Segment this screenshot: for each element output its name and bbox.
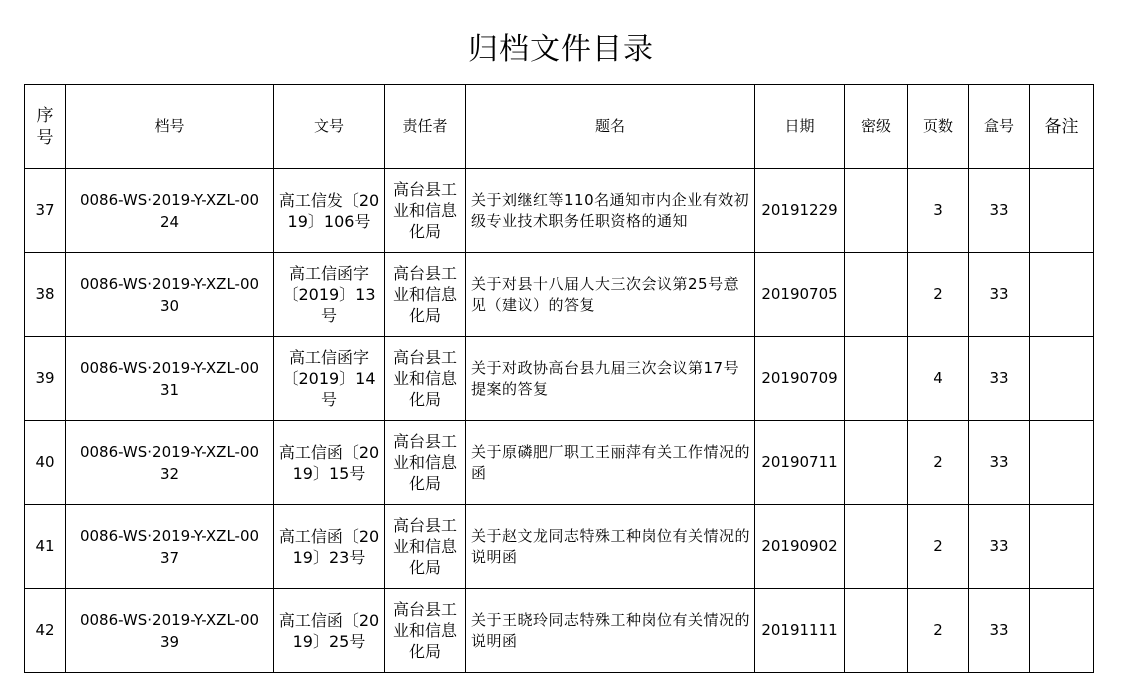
cell-secrecy — [845, 589, 908, 673]
cell-archive-no: 0086-WS·2019-Y-XZL-0030 — [66, 253, 274, 337]
cell-archive-no: 0086-WS·2019-Y-XZL-0039 — [66, 589, 274, 673]
cell-archive-no: 0086-WS·2019-Y-XZL-0031 — [66, 337, 274, 421]
table-row — [25, 589, 1094, 673]
page-title: 归档文件目录 — [468, 32, 654, 67]
header-date: 日期 — [755, 85, 845, 169]
table-row — [25, 421, 1094, 505]
header-row — [25, 85, 1094, 169]
header-doc-no: 文号 — [274, 85, 385, 169]
cell-box: 33 — [969, 505, 1030, 589]
cell-responsible: 高台县工业和信息化局 — [385, 421, 466, 505]
table-row — [25, 169, 1094, 253]
cell-remark — [1030, 421, 1094, 505]
header-pages: 页数 — [908, 85, 969, 169]
table-row — [25, 253, 1094, 337]
cell-doc-no: 高工信函〔2019〕25号 — [274, 589, 385, 673]
cell-box: 33 — [969, 589, 1030, 673]
cell-box: 33 — [969, 169, 1030, 253]
cell-seq: 37 — [25, 169, 66, 253]
cell-subject: 关于对政协高台县九届三次会议第17号提案的答复 — [466, 337, 755, 421]
cell-doc-no: 高工信函字〔2019〕14号 — [274, 337, 385, 421]
cell-secrecy — [845, 421, 908, 505]
cell-subject: 关于刘继红等110名通知市内企业有效初级专业技术职务任职资格的通知 — [466, 169, 755, 253]
cell-date: 20190705 — [755, 253, 845, 337]
cell-subject: 关于原磷肥厂职工王丽萍有关工作情况的函 — [466, 421, 755, 505]
cell-responsible: 高台县工业和信息化局 — [385, 337, 466, 421]
cell-remark — [1030, 253, 1094, 337]
cell-seq: 42 — [25, 589, 66, 673]
cell-remark — [1030, 505, 1094, 589]
table-row — [25, 337, 1094, 421]
cell-seq: 38 — [25, 253, 66, 337]
cell-remark — [1030, 589, 1094, 673]
cell-subject: 关于对县十八届人大三次会议第25号意见（建议）的答复 — [466, 253, 755, 337]
cell-date: 20190902 — [755, 505, 845, 589]
cell-responsible: 高台县工业和信息化局 — [385, 589, 466, 673]
cell-box: 33 — [969, 253, 1030, 337]
header-archive-no: 档号 — [66, 85, 274, 169]
cell-doc-no: 高工信函字〔2019〕13号 — [274, 253, 385, 337]
cell-pages: 2 — [908, 589, 969, 673]
cell-archive-no: 0086-WS·2019-Y-XZL-0024 — [66, 169, 274, 253]
cell-subject: 关于王晓玲同志特殊工种岗位有关情况的说明函 — [466, 589, 755, 673]
header-remark: 备注 — [1030, 85, 1094, 169]
cell-pages: 2 — [908, 505, 969, 589]
cell-responsible: 高台县工业和信息化局 — [385, 505, 466, 589]
cell-pages: 4 — [908, 337, 969, 421]
cell-doc-no: 高工信函〔2019〕23号 — [274, 505, 385, 589]
cell-remark — [1030, 169, 1094, 253]
table-row — [25, 505, 1094, 589]
cell-responsible: 高台县工业和信息化局 — [385, 253, 466, 337]
header-box: 盒号 — [969, 85, 1030, 169]
cell-seq: 39 — [25, 337, 66, 421]
cell-seq: 41 — [25, 505, 66, 589]
cell-archive-no: 0086-WS·2019-Y-XZL-0032 — [66, 421, 274, 505]
cell-box: 33 — [969, 421, 1030, 505]
cell-date: 20190711 — [755, 421, 845, 505]
cell-subject: 关于赵文龙同志特殊工种岗位有关情况的说明函 — [466, 505, 755, 589]
cell-date: 20191229 — [755, 169, 845, 253]
cell-seq: 40 — [25, 421, 66, 505]
cell-date: 20190709 — [755, 337, 845, 421]
cell-remark — [1030, 337, 1094, 421]
cell-pages: 3 — [908, 169, 969, 253]
cell-box: 33 — [969, 337, 1030, 421]
cell-secrecy — [845, 253, 908, 337]
header-secrecy: 密级 — [845, 85, 908, 169]
cell-secrecy — [845, 505, 908, 589]
cell-doc-no: 高工信发〔2019〕106号 — [274, 169, 385, 253]
cell-secrecy — [845, 337, 908, 421]
header-subject: 题名 — [466, 85, 755, 169]
archive-catalog-table — [24, 84, 1094, 673]
cell-pages: 2 — [908, 253, 969, 337]
cell-secrecy — [845, 169, 908, 253]
cell-doc-no: 高工信函〔2019〕15号 — [274, 421, 385, 505]
cell-pages: 2 — [908, 421, 969, 505]
cell-archive-no: 0086-WS·2019-Y-XZL-0037 — [66, 505, 274, 589]
cell-date: 20191111 — [755, 589, 845, 673]
cell-responsible: 高台县工业和信息化局 — [385, 169, 466, 253]
header-seq: 序号 — [25, 85, 66, 169]
header-responsible: 责任者 — [385, 85, 466, 169]
